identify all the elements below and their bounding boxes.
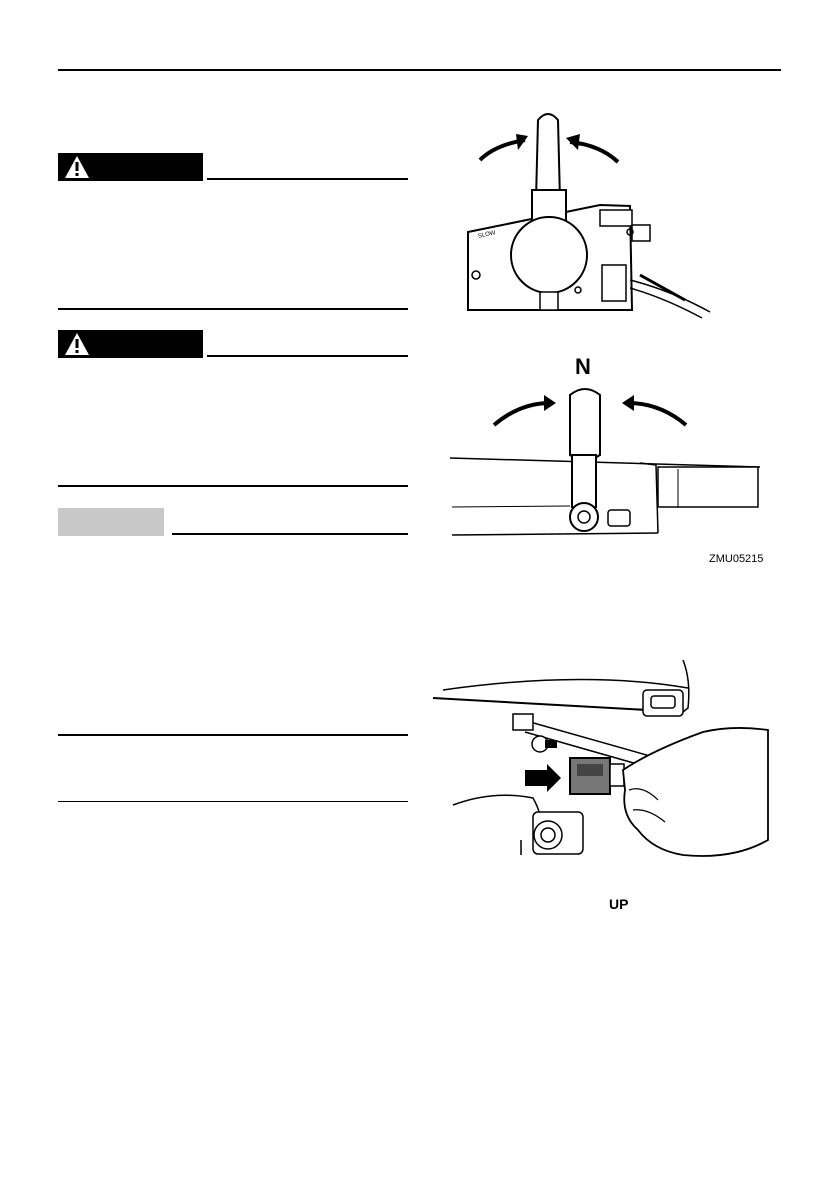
neutral-position-illustration (440, 385, 770, 545)
section-rule-1 (58, 734, 408, 736)
section-rule-2 (58, 801, 408, 802)
warning-triangle-icon (64, 155, 90, 179)
up-label: UP (609, 896, 629, 912)
header-rule (58, 69, 781, 71)
warning-triangle-icon (64, 332, 90, 356)
neutral-label: N (575, 354, 591, 379)
note-label (58, 508, 164, 536)
decal-slow-text: SLOW (477, 230, 497, 240)
warning-1-heading-rule (207, 178, 408, 180)
warning-label-2 (58, 330, 203, 358)
warning-2-heading-rule (207, 355, 408, 357)
remote-control-illustration (440, 100, 740, 320)
note-heading-rule (172, 533, 408, 535)
figure-code-label: ZMU05215 (709, 553, 764, 565)
warning-1-end-rule (58, 308, 408, 310)
connector-illustration (433, 640, 768, 865)
warning-label-1 (58, 153, 203, 181)
warning-2-end-rule (58, 485, 408, 487)
